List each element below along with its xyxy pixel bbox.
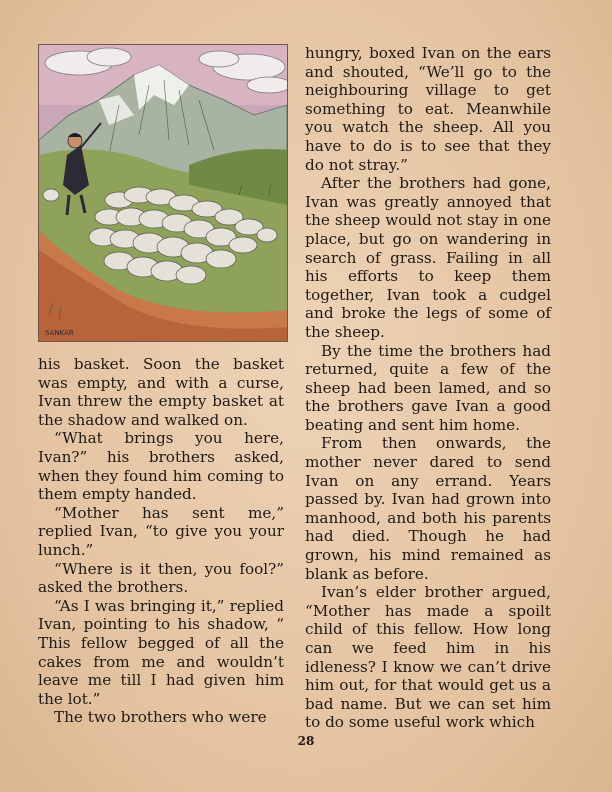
paragraph: The two brothers who were [54,708,267,727]
paragraph: “Mother has sent me,” replied Ivan, “to give you your lunch.” [38,503,284,559]
paragraph: “As I was bringing it,” replied Ivan, pointing to his shadow, “ This fellow begged of all the cakes from me and wouldn’t leave me till I had given him the lot.” [38,596,284,708]
paragraph: “Where is it then, you fool?” asked the brothers. [38,559,284,597]
paragraph: “What brings you here, Ivan?” his brothers asked, when they found him coming to them empty handed. [38,429,284,504]
paragraph: hungry, boxed Ivan on the ears and shouted, “We’ll go to the neighbouring village to get something to eat. Meanwhile you watch the sheep. All you have to do is to see that they do not stray.” [305,44,551,174]
paragraph: Ivan’s elder brother argued, “Mother has made a spoilt child of this fellow. How long can we feed him in his idleness? I know we can’t drive him out, for that would get us a bad name. But we can set him to do some useful work which [305,583,551,732]
paragraph: After the brothers had gone, Ivan was greatly annoyed that the sheep would not stay in one place, but go on wandering in search of grass. Failing in all his efforts to keep them together, Ivan took a cudgel and broke the legs of some of the sheep. [305,174,551,341]
paragraph: From then onwards, the mother never dared to send Ivan on any errand. Years passed by. Ivan had grown into manhood, and both his parents had died. Though he had grown, his mind remained as blank as before. [305,434,551,583]
left-text-column [38,355,284,727]
paragraph: By the time the brothers had returned, quite a few of the sheep had been lamed, and so the brothers gave Ivan a good beating and sent him home. [305,341,551,434]
illustration-ivan-herding-sheep [38,44,288,342]
right-text-column [305,44,551,732]
page-number: 28 [297,734,315,748]
paragraph: his basket. Soon the basket was empty, and with a curse, Ivan threw the empty basket at the shadow and walked on. [38,355,284,429]
artist-signature: SANKAR [45,329,74,337]
illustration-drawing [39,45,287,341]
